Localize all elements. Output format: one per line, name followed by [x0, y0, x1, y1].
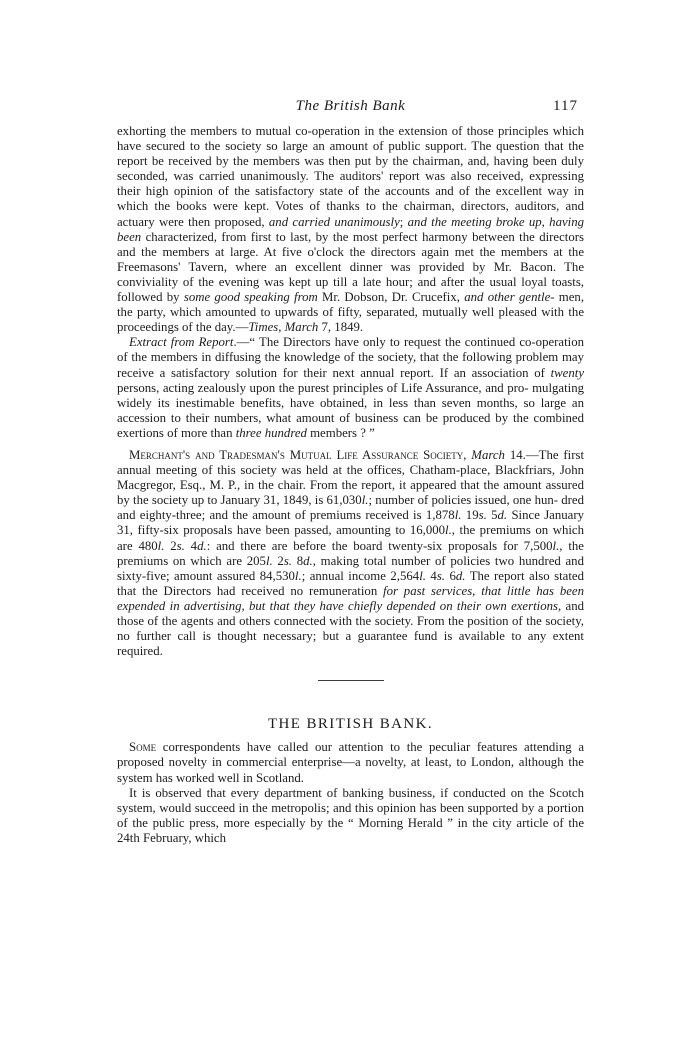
text-run: ; annual income 2,564 — [301, 568, 420, 583]
text-run: 14.—The first annual meeting of this society was held at the offices, Chatham-place, Blackfriars, John Macgregor, Esq., M. P., in the chair. From the report, it appeared that the amount assured by the society up to January 31, 1849, is 61,030 — [117, 447, 585, 508]
text-run: 6 — [445, 568, 456, 583]
text-run: Times, March — [248, 320, 319, 335]
text-run: 2 — [272, 553, 284, 568]
text-run: for past services, that little has been expended in advertising, but that they have chiefly depended on their own exertions, — [117, 583, 584, 613]
text-run: l. — [361, 493, 369, 508]
text-run: Mr. Dobson, Dr. Crucefix, — [317, 290, 465, 305]
paragraph-merchants-tradesmans-society — [117, 448, 584, 659]
text-run: It is observed that every department of banking business, if conducted on the Scotch system, would succeed in the metropolis; and this opinion has been supported by a portion of the public press, more especially by the “ Morning Herald ” in the city article of the 24th February, which — [117, 785, 584, 845]
text-run: , the premiums on which are 480 — [117, 523, 584, 553]
text-run: Extract from Report — [129, 335, 234, 350]
text-run: and those of the agents and others connected with the society. From the position of the society, no further call is thought necessary; but a guarantee fund is available to any extent required. — [117, 598, 584, 659]
text-run: 2 — [164, 538, 177, 553]
text-run: l. — [454, 508, 462, 523]
text-run: d. — [497, 508, 508, 523]
page-header — [117, 98, 584, 124]
text-run: l. — [419, 568, 426, 583]
text-run: ; — [399, 214, 408, 229]
text-run: characterized, from first to last, by the most perfect harmony between the directors and the members at large. At five o'clock the directors again met the members at the Freemasons' Tavern, where an excellent dinner was provided by Mr. Bacon. The conviviality of the evening was kept up till a late hour; and after the usual loyal toasts, followed by — [117, 229, 584, 305]
text-run: d. — [303, 553, 313, 568]
text-run: exhorting the members to mutual co-operation in the extension of those principles which have secured to the society so large an amount of public support. The question that the report be received by the members was then put by the chairman, and, having been duly seconded, was carried unanimously. The auditors' report was also received, expressing their high opinion of the satisfactory state of the accounts and of the excellent way in which the books were kept. Votes of thanks to the chairman, directors, auditors, and actuary were then proposed, — [117, 124, 584, 229]
text-run: s. — [283, 553, 293, 568]
text-run: and the meeting broke up, having been — [117, 214, 585, 244]
text-run: 19 — [461, 508, 479, 523]
article-body — [117, 124, 584, 846]
text-run: l. — [294, 568, 302, 583]
text-run: 4 — [184, 538, 198, 553]
text-run: correspondents have called our attention to the peculiar features attending a proposed novelty in commercial enterprise—a novelty, at least, to London, although the system has worked well in Scotland. — [117, 740, 584, 785]
paragraph-extract-from-report — [117, 335, 584, 441]
page-number: 117 — [553, 98, 578, 114]
text-run: and other gentle- — [464, 290, 555, 305]
text-run: s. — [436, 568, 445, 583]
text-run: some good speaking from — [183, 290, 318, 305]
text-run: March — [471, 447, 505, 462]
text-run: Some — [129, 740, 157, 755]
section-title: THE BRITISH BANK. — [267, 716, 434, 733]
text-run: ; number of policies issued, one hun- dred and eighty-three; and the amount of premiums received is 1,878 — [117, 493, 584, 523]
text-run: s. — [478, 508, 487, 523]
text-run: : and there are before the board twenty-six proposals for 7,500 — [206, 538, 553, 553]
text-run: 7, 1849. — [318, 320, 364, 335]
text-run: Since January 31, fifty-six proposals have been passed, amounting to 16,000 — [117, 508, 584, 538]
text-run: three hundred — [235, 425, 307, 440]
text-run: 5 — [486, 508, 498, 523]
paragraph-society-meeting — [117, 124, 584, 335]
running-title: The British Bank — [295, 98, 406, 114]
text-run: Merchant's and Tradesman's Mutual Life Assurance Society, — [129, 447, 467, 462]
text-run: The report also stated that the Directors had received no remuneration — [117, 568, 584, 598]
section-divider — [318, 680, 384, 681]
text-run: .—“ The Directors have only to request the continued co-operation of the members in diffusing the knowledge of the society, that the following problem may receive a satisfactory solution for their next annual report. If an association of — [117, 335, 585, 380]
text-run: , making total number of policies two hundred and sixty-five; amount assured 84,530 — [117, 553, 584, 583]
text-run: , the premiums on which are 205 — [117, 538, 584, 568]
text-run: l. — [552, 538, 560, 553]
text-run: l. — [445, 523, 452, 538]
text-run: twenty — [550, 365, 584, 380]
text-run: s. — [176, 538, 185, 553]
text-run: 8 — [292, 553, 304, 568]
text-run: d. — [455, 568, 466, 583]
text-run: men, the party, which amounted to upwards of fifty, separated, mutually well pleased with the proceedings of the day.— — [117, 290, 585, 335]
paragraph-british-bank-intro — [117, 740, 584, 785]
journal-page — [117, 98, 584, 846]
text-run: l. — [157, 538, 165, 553]
text-run: l. — [265, 553, 273, 568]
text-run: members ? ” — [306, 425, 375, 440]
text-run: 4 — [425, 568, 437, 583]
text-run: and carried unanimously — [268, 214, 400, 229]
text-run: persons, acting zealously upon the purest principles of Life Assurance, and pro- mulgating widely its inestimable benefits, have obtained, in less than seven months, so large an accession to their numbers, what amount of business can be produced by the combined exertions of more than — [117, 380, 584, 440]
text-run: d. — [197, 538, 207, 553]
paragraph-british-bank-scotch-system — [117, 786, 584, 846]
